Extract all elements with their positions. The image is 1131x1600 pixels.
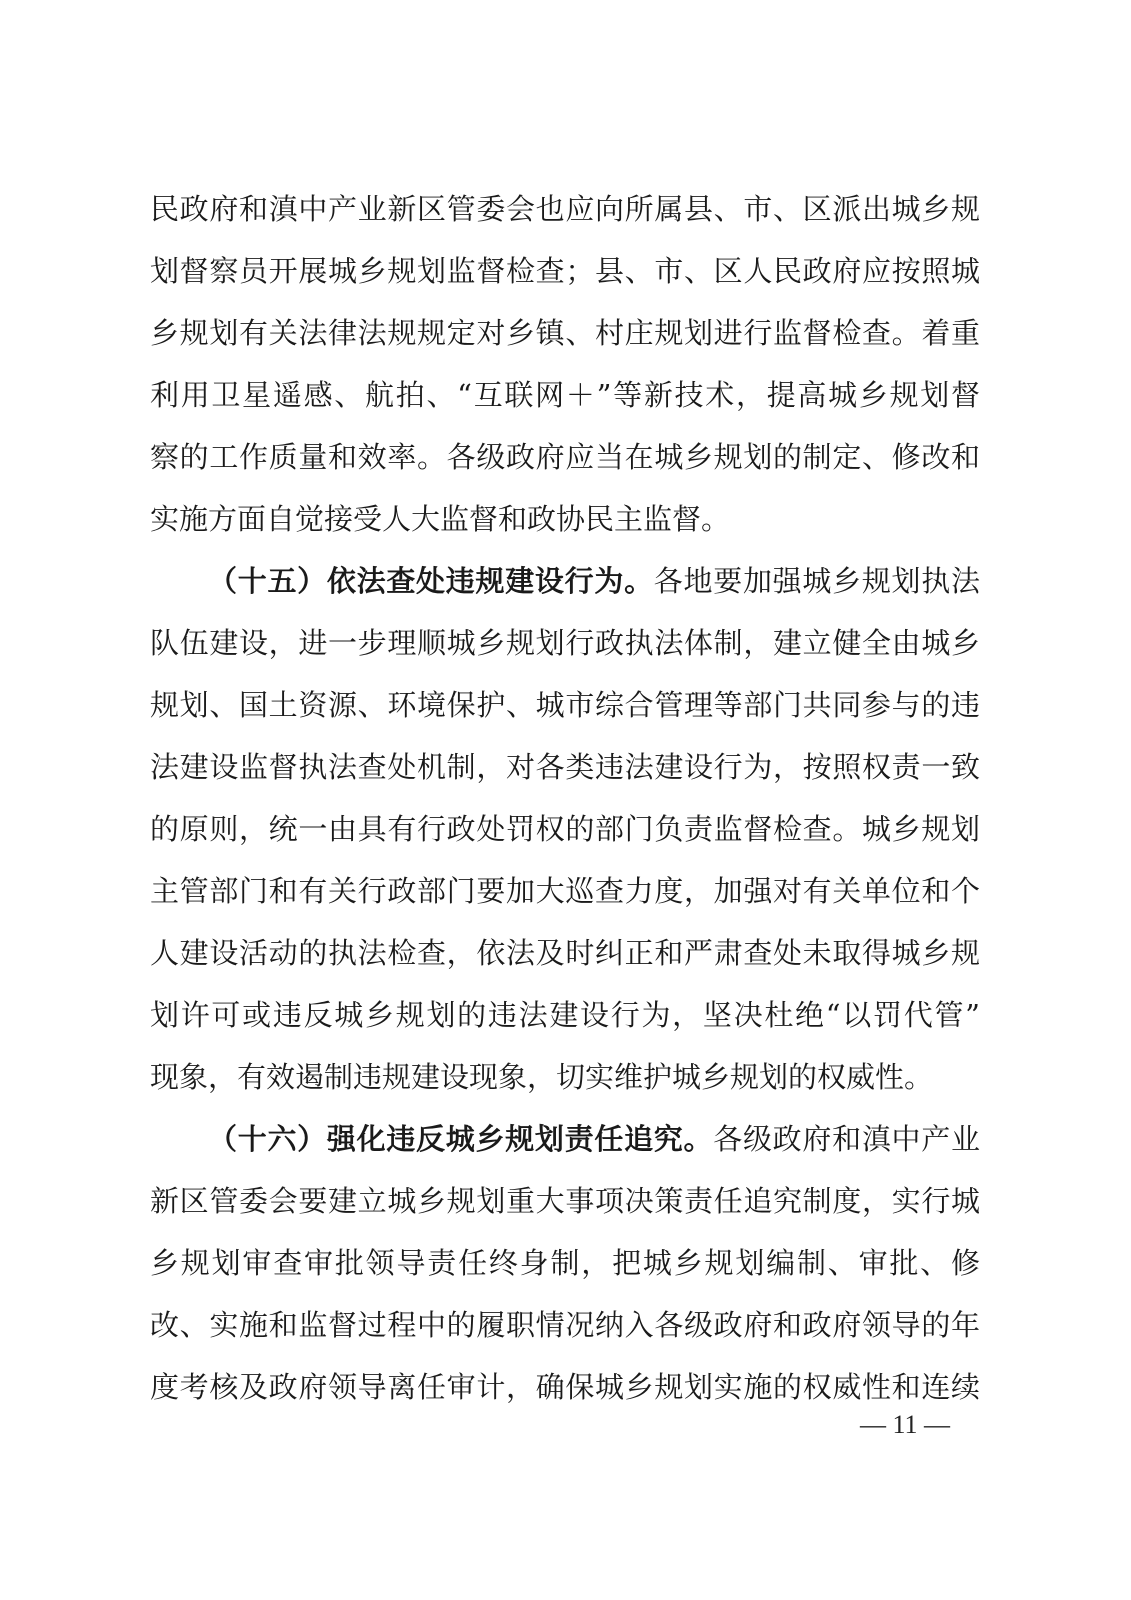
paragraph-2: [150, 550, 980, 1108]
text-line: 划许可或违反城乡规划的违法建设行为，坚决杜绝“以罚代管”: [150, 998, 980, 1032]
paragraph-1: [150, 178, 980, 550]
paragraph-3: [150, 1108, 980, 1418]
text-line: 度考核及政府领导离任审计，确保城乡规划实施的权威性和连续: [150, 1370, 980, 1404]
text-line: 乡规划审查审批领导责任终身制，把城乡规划编制、审批、修: [150, 1246, 980, 1280]
text-line: 人建设活动的执法检查，依法及时纠正和严肃查处未取得城乡规: [150, 936, 980, 970]
text-line: 规划、国土资源、环境保护、城市综合管理等部门共同参与的违: [150, 688, 980, 722]
text-line: 实施方面自觉接受人大监督和政协民主监督。: [150, 502, 731, 536]
text-run: 各地要加强城乡规划执法: [653, 564, 980, 598]
text-line: 划督察员开展城乡规划监督检查；县、市、区人民政府应按照城: [150, 254, 980, 288]
page-number: — 11 —: [859, 1410, 951, 1439]
text-line: 利用卫星遥感、航拍、“互联网＋”等新技术，提高城乡规划督: [150, 378, 980, 412]
text-line: 现象，有效遏制违规建设现象，切实维护城乡规划的权威性。: [150, 1060, 934, 1094]
section-heading-16: （十六）强化违反城乡规划责任追究。: [208, 1122, 714, 1156]
paragraph-first-line: [150, 1108, 980, 1170]
text-run: 各级政府和滇中产业: [713, 1122, 980, 1156]
paragraph-first-line: [150, 550, 980, 612]
text-line: 法建设监督执法查处机制，对各类违法建设行为，按照权责一致: [150, 750, 980, 784]
text-line: 主管部门和有关行政部门要加大巡查力度，加强对有关单位和个: [150, 874, 980, 908]
section-heading-15: （十五）依法查处违规建设行为。: [208, 564, 654, 598]
text-line: 民政府和滇中产业新区管委会也应向所属县、市、区派出城乡规: [150, 192, 980, 226]
text-line: 的原则，统一由具有行政处罚权的部门负责监督检查。城乡规划: [150, 812, 980, 846]
text-line: 新区管委会要建立城乡规划重大事项决策责任追究制度，实行城: [150, 1184, 980, 1218]
text-line: 改、实施和监督过程中的履职情况纳入各级政府和政府领导的年: [150, 1308, 980, 1342]
text-line: 队伍建设，进一步理顺城乡规划行政执法体制，建立健全由城乡: [150, 626, 980, 660]
text-line: 乡规划有关法律法规规定对乡镇、村庄规划进行监督检查。着重: [150, 316, 980, 350]
text-line: 察的工作质量和效率。各级政府应当在城乡规划的制定、修改和: [150, 440, 980, 474]
document-body: [150, 178, 980, 1418]
